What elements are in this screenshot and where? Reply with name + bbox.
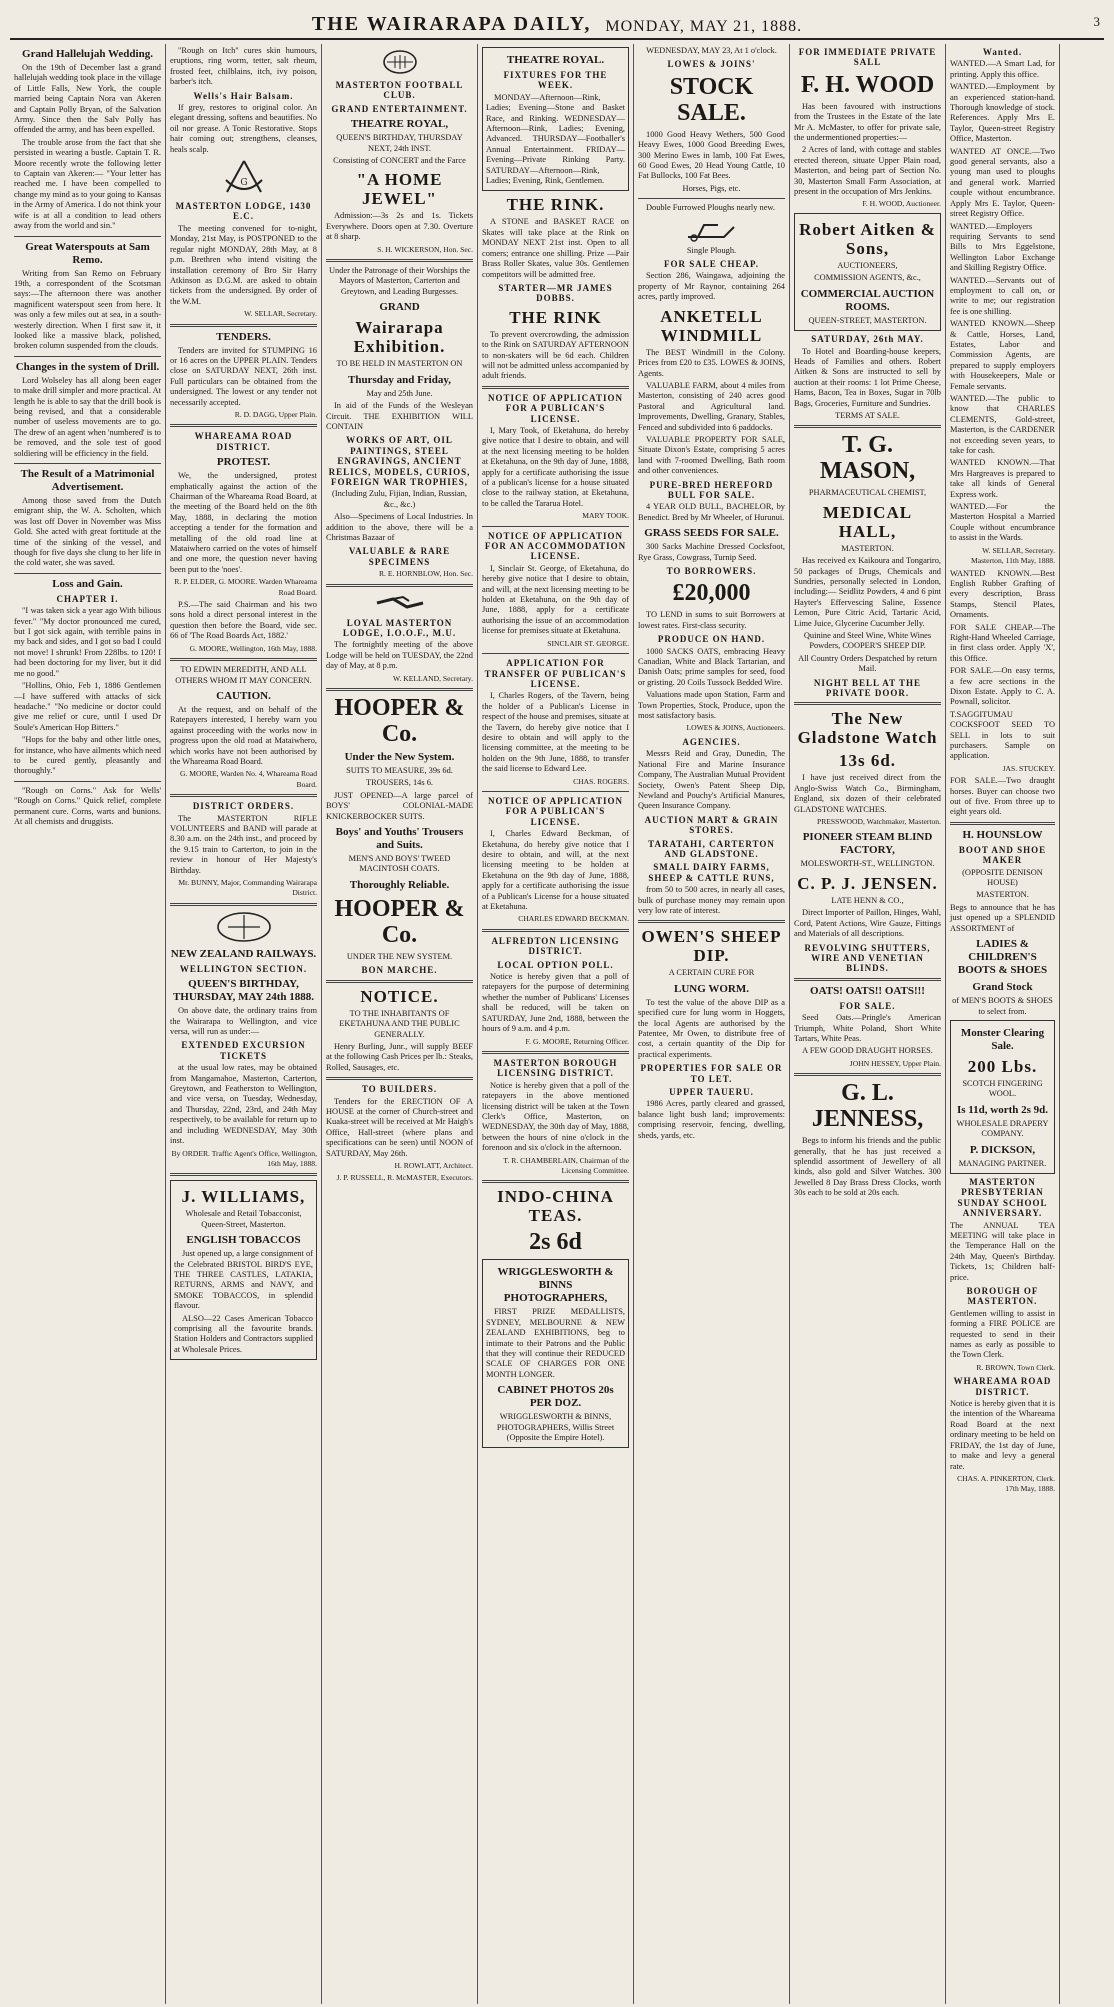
ad-text: Double Furrowed Ploughs nearly new. xyxy=(646,203,776,213)
ad-text: QUEEN'S BIRTHDAY, THURSDAY NEXT, 24th INST. xyxy=(336,133,463,153)
ad-heading: H. HOUNSLOW xyxy=(962,828,1043,841)
ad-heading: Boys' and Youths' Trousers and Suits. xyxy=(335,826,464,852)
ad-heading: Robert Aitken & Sons, xyxy=(799,219,936,258)
ad-text: To test the value of the above DIP as a specified cure for lung worm in Hoggets, the local Agents are authorised by the Patentee, Mr Owen, to distribute free of cost, a certain quantity of the Dip for practical experiments. xyxy=(638,997,785,1059)
ad-heading: NIGHT BELL AT THE PRIVATE DOOR. xyxy=(813,677,922,699)
ad-text: TO LEND in sums to suit Borrowers at lowest rates. First-class security. xyxy=(638,610,785,630)
ad-heading: HOOPER & Co. xyxy=(334,895,465,948)
ad-text: Consisting of CONCERT and the Farce xyxy=(333,156,466,166)
ad-heading: NEW ZEALAND RAILWAYS. xyxy=(170,947,317,960)
column-2 xyxy=(166,44,322,2004)
tobacco-ad xyxy=(170,1180,317,1360)
ad-text: At the request, and on behalf of the Ratepayers interested, I hereby warn you against proceeding with the works now in progress upon the old road at Mataiwhero, which works have not been authorised by the Whareama Road Board. xyxy=(170,704,317,766)
ad-heading: WORKS OF ART, OIL PAINTINGS, STEEL ENGRAVINGS, ANCIENT RELICS, MODELS, CURIOS, FOREIGN WAR TROPHIES, xyxy=(328,435,471,487)
classified-ad: WANTED.—For the Masterton Hospital a Married Couple without encumbrance to assist in the Wards. xyxy=(950,502,1055,543)
classified-ad: FOR SALE CHEAP.—The Right-Hand Wheeled Carriage, in first class order. Apply 'X', this Office. xyxy=(950,622,1055,663)
ad-text: The ANNUAL TEA MEETING will take place in the Temperance Hall on the 24th May, Queen's Birthday. Tickets, 1s; Children half-price. xyxy=(950,1220,1055,1282)
classified-ad: WANTED KNOWN.—Best English Rubber Grafting of every description, Brass Stamps, Stencil Plates, Ornaments. xyxy=(950,568,1055,620)
ad-heading: WELLINGTON SECTION. xyxy=(179,963,308,974)
notice-text: I, Mary Took, of Eketahuna, do hereby give notice that I desire to obtain, and will at the next licensing meeting to be holden at Eketahuna, on the 9th day of June, 1888, apply for a certificate authorising the issue of a publican's license for a house situated close to the railway station, at Eketahuna, to be called the Tararua Hotel. xyxy=(482,425,629,508)
ad-heading: Under the New System. xyxy=(344,751,455,764)
ad-text: TROUSERS, 14s 6. xyxy=(365,778,433,788)
ad-text: Messrs Reid and Gray, Dunedin, The National Fire and Marine Insurance Company, The Australian Mutual Provident Society, Owen's Patent Sheep Dip, Newland and Pouchy's Artificial Manures, Queen Insurance Company. xyxy=(638,749,785,811)
column-6 xyxy=(790,44,946,2004)
notice-text: I, Charles Edward Beckman, of Eketahuna, do hereby give notice that I desire to obtain, and will, at the next licensing meeting to be holden at Eketahuna on the 9th day of June, 1888, apply for a certificate authorising the issue of a Publican's License for a house situated at Eketahuna. xyxy=(482,829,629,912)
classified-ad: WANTED.—Employment by an experienced station-hand. Thorough knowledge of stock. References. Apply Mrs E. Taylor, Queen-street Registry Office, Masterton. xyxy=(950,82,1055,144)
ad-text: Just opened up, a large consignment of the Celebrated BRISTOL BIRD'S EYE, THE THREE CASTLES, LATAKIA, RETURNS, ARMS and NAVY, and SMOKE TOBACCOS, in splendid flavour. xyxy=(174,1249,313,1311)
ad-heading: TARATAHI, CARTERTON AND GLADSTONE. xyxy=(648,838,775,859)
divider xyxy=(14,573,161,574)
signature: PRESSWOOD, Watchmaker, Masterton. xyxy=(816,817,941,827)
notice-heading: APPLICATION FOR TRANSFER OF PUBLICAN'S LICENSE. xyxy=(484,658,627,689)
ad-heading: TO BUILDERS. xyxy=(361,1084,438,1095)
ad-text: On above date, the ordinary trains from the Wairarapa to Wellington, and vice versa, will run as under:— xyxy=(170,1006,317,1037)
ad-heading: G. L. JENNESS, xyxy=(811,1080,924,1133)
ad-text: Valuations made upon Station, Farm and Town Properties, Stock, Produce, upon the most satisfactory basis. xyxy=(638,690,785,721)
ad-text: 1986 Acres, partly cleared and grassed, balance light bush land; improvements: comprising reservoir, fencing, dwelling, sheds, yards, etc. xyxy=(638,1099,785,1140)
aitken-ad xyxy=(794,213,941,331)
ad-text: Has been favoured with instructions from the Trustees in the Estate of the late Mr A. McMaster, to offer for private sale, the undermentioned properties:— xyxy=(794,101,941,143)
ad-text: Single Plough. xyxy=(686,245,737,255)
ad-heading: C. P. J. JENSEN. xyxy=(797,873,938,893)
ad-text: The BEST Windmill in the Colony. Prices from £20 to £35. LOWES & JOINS, Agents. xyxy=(638,347,785,378)
signature: CHAS. A. PINKERTON, Clerk. 17th May, 1888. xyxy=(957,1473,1055,1494)
ad-heading: UPPER TAUERU. xyxy=(669,1087,754,1098)
ad-heading: DISTRICT ORDERS. xyxy=(192,801,295,812)
handshake-emblem-icon xyxy=(326,591,473,615)
divider xyxy=(170,424,317,427)
ad-heading: F. H. WOOD xyxy=(800,71,935,98)
notice-heading: ALFREDTON LICENSING DISTRICT. xyxy=(491,935,620,957)
article-text: "I was taken sick a year ago With bilious fever." "My doctor pronounced me cured, but I got sick again, with terrible pains in my back and sides, and I got so bad I could not move! I shrunk! From 228lbs. to 120! I had been doctoring for my liver, but it did me no good." xyxy=(14,606,161,678)
ad-text: WHOLESALE DRAPERY COMPANY. xyxy=(956,1118,1049,1139)
ad-heading: P. DICKSON, xyxy=(969,1143,1036,1156)
signature: Mr. BUNNY, Major, Commanding Wairarapa District. xyxy=(178,878,317,898)
section-heading: Wanted. xyxy=(982,47,1023,57)
ad-text: Tenders are invited for STUMPING 16 or 16 acres on the UPPER PLAIN. Tenders close on SATURDAY NEXT, 26th inst. Full particulars can be obtained from the undersigned. The lowest or any tender not necessarily accepted. xyxy=(170,345,317,407)
ad-heading: GRASS SEEDS FOR SALE. xyxy=(644,527,779,540)
divider xyxy=(482,386,629,389)
divider xyxy=(482,653,629,654)
ad-text: Wholesale and Retail Tobacconist, Queen-Street, Masterton. xyxy=(185,1209,302,1229)
ad-text: To prevent overcrowding, the admission to the Rink on SATURDAY AFTERNOON to non-skaters will be 6d each. Children will not be admitted unless accompanied by adult friends. xyxy=(482,329,629,381)
divider xyxy=(326,259,473,262)
ad-text: MEN'S AND BOYS' TWEED MACINTOSH COATS. xyxy=(348,854,451,874)
divider xyxy=(170,324,317,327)
divider xyxy=(638,920,785,923)
masthead-title: THE WAIRARAPA DAILY, xyxy=(311,13,592,35)
ad-text: Seed Oats.—Pringle's American Triumph, White Poland, Short White Tartars, White Peas. xyxy=(794,1013,941,1043)
ad-text: In aid of the Funds of the Wesleyan Circuit. THE EXHIBITION WILL CONTAIN xyxy=(326,401,473,431)
column-1 xyxy=(10,44,166,2004)
ad-heading: STARTER—MR JAMES DOBBS. xyxy=(498,282,613,304)
notice-text: Notice is hereby given that a poll of the ratepayers in the above mentioned licensing district will be taken at the Town Clerk's Office, Masterton, on WEDNESDAY, the 30th day of May, 1888, between the hours of nine o'clock in the forenoon and six o'clock in the afternoon. xyxy=(482,1080,629,1153)
ad-text: MOLESWORTH-ST., WELLINGTON. xyxy=(800,859,935,869)
ad-text: TO BE HELD IN MASTERTON ON xyxy=(336,359,463,369)
ad-text: Horses, Pigs, etc. xyxy=(682,183,741,193)
article-text: Among those saved from the Dutch emigrant ship, the W. A. Scholten, which was lost off Dover in November was Miss Gold. She acted with great fortitude at the time of the sinking of the vessel, and though for five days she clung to her life in the cold water, she was saved. xyxy=(14,496,161,568)
signature: F. G. MOORE, Returning Officer. xyxy=(525,1036,629,1046)
svg-text:G: G xyxy=(239,178,248,189)
ad-text: LATE HENN & CO., xyxy=(831,895,904,905)
divider xyxy=(794,425,941,428)
loan-amount: £20,000 xyxy=(672,580,751,607)
ad-text: Henry Burling, Junr., will supply BEEF at the following Cash Prices per lb.: Steaks, Rolled, Sausages, etc. xyxy=(326,1041,473,1072)
column-3 xyxy=(322,44,478,2004)
ad-heading: MASTERTON LODGE, 1430 E.C. xyxy=(175,201,312,222)
ad-heading: REVOLVING SHUTTERS, WIRE AND VENETIAN BLINDS. xyxy=(804,942,931,974)
notice-heading: NOTICE OF APPLICATION FOR AN ACCOMMODATION LICENSE. xyxy=(484,530,627,562)
signature: LOWES & JOINS, Auctioneers. xyxy=(686,723,785,733)
ad-text: Admission:—3s 2s and 1s. Tickets Everywhere. Doors open at 7.30. Overture at 8 sharp. xyxy=(326,211,473,242)
page-number: 3 xyxy=(1093,14,1100,29)
ad-heading: COMMERCIAL AUCTION ROOMS. xyxy=(800,287,935,313)
ad-heading: LOYAL MASTERTON LODGE, I.O.O.F., M.U. xyxy=(342,617,457,638)
ad-text: Tenders for the ERECTION OF A HOUSE at the corner of Church-street and Kuaka-street will be received at Mr Haigh's Office, Hall-street (where plans and specifications can be seen) until NOON of SATURDAY, May 26th. xyxy=(326,1096,473,1158)
classified-ad: WANTED.—Employers requiring Servants to send Bills to Mrs Eggelstone, Wellington Labor Exchange and Skilling Registry Office. xyxy=(950,221,1055,273)
clearing-sale-ad xyxy=(950,1020,1055,1174)
article-heading: Great Waterspouts at Sam Remo. xyxy=(25,240,150,266)
divider xyxy=(14,356,161,357)
ad-heading: PROTEST. xyxy=(216,456,271,469)
ad-text: WEDNESDAY, MAY 23, At 1 o'clock. xyxy=(646,46,777,55)
signature: W. KELLAND, Secretary. xyxy=(393,673,473,683)
ad-heading: SATURDAY, 26th MAY. xyxy=(811,334,924,345)
notice-heading: LOCAL OPTION POLL. xyxy=(497,959,614,970)
plough-icon xyxy=(638,217,785,243)
divider xyxy=(638,198,785,199)
price-label: 2s 6d xyxy=(529,1229,582,1256)
signature: G. MOORE, Wellington, 16th May, 1888. xyxy=(189,643,317,653)
ad-heading: LOWES & JOINS' xyxy=(667,59,756,70)
ad-heading: Wells's Hair Balsam. xyxy=(193,90,294,101)
ad-heading: BON MARCHE. xyxy=(361,965,438,976)
ad-heading: CABINET PHOTOS 20s PER DOZ. xyxy=(497,1384,614,1410)
divider xyxy=(482,1051,629,1054)
divider xyxy=(794,1073,941,1076)
article-heading: Changes in the system of Drill. xyxy=(15,360,160,373)
ad-text: SUITS TO MEASURE, 39s 6d. xyxy=(346,766,453,776)
divider xyxy=(14,236,161,237)
signature: SINCLAIR ST. GEORGE. xyxy=(547,638,629,648)
article-text: On the 19th of December last a grand hallelujah wedding took place in the village of Little Falls, New York, the couple married being Captain Nora van Akeren and Captain Polly Bryan, of the Salvation Army. Since then the Salv Polly has offended the army, and has been expelled. xyxy=(14,63,161,135)
ad-heading: BOROUGH OF MASTERTON. xyxy=(966,1286,1039,1307)
ad-heading: THE RINK. xyxy=(506,195,605,215)
ad-heading: MASTERTON PRESBYTERIAN SUNDAY SCHOOL ANNIVERSARY. xyxy=(957,1176,1048,1219)
ad-heading: 200 Lbs. xyxy=(967,1056,1038,1076)
ad-text: VALUABLE FARM, about 4 miles from Masterton, consisting of 240 acres good Pastoral and Agricultural land. Improvements, Dwelling, Granary, Stables, Fenced and subdivided into 6 paddocks. xyxy=(638,380,785,432)
signature: F. H. WOOD, Auctioneer. xyxy=(862,199,941,209)
ad-heading: WRIGGLESWORTH & BINNS PHOTOGRAPHERS, xyxy=(497,1266,614,1305)
divider xyxy=(794,702,941,705)
ad-heading: OATS! OATS!! OATS!!! xyxy=(810,984,925,997)
classified-ad: WANTED.—The public to know that CHARLES CLEMENTS, Gold-street, Masterton, is the CARDENER not exceeding seven years, to take for cash. xyxy=(950,394,1055,456)
divider xyxy=(326,584,473,587)
ad-heading: SMALL DAIRY FARMS, SHEEP & CATTLE RUNS, xyxy=(648,862,775,883)
classified-ad: WANTED.—A Smart Lad, for printing. Apply this office. xyxy=(950,59,1055,79)
ad-heading: Thoroughly Reliable. xyxy=(349,878,450,891)
ad-text: A CERTAIN CURE FOR xyxy=(668,968,755,978)
ad-text: 1000 Good Heavy Wethers, 500 Good Heavy Ewes, 1000 Good Breeding Ewes, 300 Merino Ewes in lamb, 100 Fat Ewes, 60 Good Ewes, 20 Head Young Cattle, 10 Fat Bullocks, 100 Fat Bees. xyxy=(638,129,785,181)
ad-heading: PROPERTIES FOR SALE OR TO LET. xyxy=(640,1063,783,1084)
ad-text: MASTERTON. xyxy=(976,890,1029,900)
divider xyxy=(14,463,161,464)
ad-heading: CAUTION. xyxy=(216,689,271,702)
photographer-ad xyxy=(482,1259,629,1448)
ad-heading: Wairarapa Exhibition. xyxy=(353,318,446,357)
signature: By ORDER. Traffic Agent's Office, Wellington, 16th May, 1888. xyxy=(171,1148,317,1168)
article-text: Lord Wolseley has all along been eager to make drill simpler and more practical. At length he is able to say that the drill book is being revised, and that a considerable number of useless movements are to go. The drew of an agent when 'numbered' is to be removed, and the sole test of good soldiering will be efficiency in the field. xyxy=(14,375,161,458)
divider xyxy=(170,903,317,906)
ad-heading: GRAND xyxy=(379,301,420,314)
ad-text: ALSO—22 Cases American Tobacco comprising all the favourite brands. Station Holders and Contractors supplied at Wholesale Prices. xyxy=(174,1313,313,1354)
ad-text: Begs to announce that he has just opened up a SPLENDID ASSORTMENT of xyxy=(950,902,1055,933)
ad-heading: FOR IMMEDIATE PRIVATE SALL xyxy=(798,47,937,68)
signature: MARY TOOK. xyxy=(582,511,629,521)
article-text: Writing from San Remo on February 19th, a correspondent of the Scotsman says:—The afternoon there was another magnificent waterspout seen from here. It was only a few miles out at sea, in a south-westerly direction. When I first saw it, it looked like a massive black, polished, broken column suspended from the clouds. xyxy=(14,268,161,351)
signature: W. SELLAR, Secretary. xyxy=(244,309,317,319)
ad-text: Notice is hereby given that it is the intention of the Whareama Road Board at the next ordinary meeting to be held on FRIDAY, the 1st day of June, to make and levy a general rate. xyxy=(950,1399,1055,1471)
ad-text: 300 Sacks Machine Dressed Cocksfoot, Rye Grass, Cowgrass, Turnip Seed. xyxy=(638,542,785,562)
ad-text: Also—Specimens of Local Industries. In addition to the above, there will be a Christmas Bazaar of xyxy=(326,512,473,542)
ad-heading: THEATRE ROYAL. xyxy=(506,54,605,66)
ad-heading: VALUABLE & RARE SPECIMENS xyxy=(348,546,451,567)
ad-heading: Monster Clearing Sale. xyxy=(960,1026,1045,1052)
ad-text: The fortnightly meeting of the above Lodge will be held on TUESDAY, the 22nd day of May, at 8 p.m. xyxy=(326,640,473,671)
ad-text: WRIGGLESWORTH & BINNS, PHOTOGRAPHERS, Willis Street (Opposite the Empire Hotel). xyxy=(496,1412,615,1443)
ad-text: MASTERTON. xyxy=(841,543,894,553)
ad-heading: LUNG WORM. xyxy=(674,982,749,995)
ad-text: A STONE and BASKET RACE on Skates will take place at the Rink on MONDAY NEXT 21st inst. Open to all comers; entrance one shilling. Prize —Pair Brass Roller Skates, value 30s. Gentlemen competitors will be admitted free. xyxy=(482,217,629,279)
ad-heading: TO BORROWERS. xyxy=(666,566,757,576)
columns xyxy=(10,44,1104,2004)
ad-heading: Thursday and Friday, xyxy=(347,373,451,386)
ad-text: We, the undersigned, protest emphatically against the action of the Chairman of the Whareama Road Board, at the meeting of the Board held on the 8th May, 1888, in declaring the motion accepting a tender for the formation and metalling of the old road line at Mataiwhero carried on the votes of himself and one more, the question never having been put to the 'noes'. xyxy=(170,471,317,574)
classified-ad: T.SAGGITUMAU COCKSFOOT SEED TO SELL in lots to suit purchasers. Sample on application. xyxy=(950,709,1055,761)
ad-heading: ENGLISH TOBACCOS xyxy=(186,1234,301,1247)
ad-heading: The New Gladstone Watch xyxy=(797,709,938,748)
divider xyxy=(14,781,161,782)
railway-crest-icon xyxy=(170,910,317,944)
ad-heading: PIONEER STEAM BLIND FACTORY, xyxy=(802,831,933,857)
theatre-ad xyxy=(482,47,629,191)
ad-text: If grey, restores to original color. An elegant dressing, softens and beautifies. No oil nor grease. A Tonic Restorative. Stops hair coming out; strengthens, cleanses, heals scalp. xyxy=(170,103,317,154)
divider xyxy=(326,688,473,691)
masthead-date: MONDAY, MAY 21, 1888. xyxy=(605,18,803,35)
football-crest-icon xyxy=(326,47,473,77)
classified-ad: WANTED KNOWN.—That Mrs Hargreaves is prepared to take all kinds of General Express work. xyxy=(950,458,1055,499)
ad-text: 1000 SACKS OATS, embracing Heavy Canadian, White and Black Tartarian, and Danish Oats; prime samples for seed, food or gristing. 20 Coils Tussock Bedded Wire. xyxy=(638,646,785,687)
column-4 xyxy=(478,44,634,2004)
ad-text: (OPPOSITE DENISON HOUSE) xyxy=(962,867,1043,888)
ad-heading: ANKETELL WINDMILL xyxy=(660,306,763,345)
notice-heading: NOTICE OF APPLICATION FOR A PUBLICAN'S LICENSE. xyxy=(487,392,623,424)
signature: JAS. STUCKEY. xyxy=(1002,763,1055,773)
classified-ad: WANTED AT ONCE.—Two good general servants, also a young man used to ploughs and general work. Married couple without encumbrance. Apply Mrs E. Taylor, Queen-street Registry Office. xyxy=(950,146,1055,219)
ad-heading: AUCTION MART & GRAIN STORES. xyxy=(644,814,779,836)
column-5 xyxy=(634,44,790,2004)
ad-text: The MASTERTON RIFLE VOLUNTEERS and BAND will parade at 8.30 a.m. on the 24th inst., and proceed by the 9.15 train to Carterton, to join in the review in honour of Her Majesty's Birthday. xyxy=(170,813,317,875)
ad-text: 2 Acres of land, with cottage and stables erected thereon, situate Upper Plain road, Masterton, and being part of Section No. 30, Masterton Small Farm Association, at present in the occupation of Mrs Jenkins. xyxy=(794,145,941,197)
divider xyxy=(482,929,629,932)
signature: R. D. DAGG, Upper Plain. xyxy=(234,409,317,419)
ad-text: of MEN'S BOOTS & SHOES to select from. xyxy=(952,996,1053,1016)
price-label: 13s 6d. xyxy=(838,751,897,771)
ad-text: May and 25th June. xyxy=(366,388,433,398)
article-text: "Rough on Corns." Ask for Wells' "Rough on Corns." Quick relief, complete permanent cure. Corns, warts and bunions. At all chemists and druggists. xyxy=(14,785,161,826)
article-text: "Hollins, Ohio, Feb 1, 1886 Gentlemen —I have suffered with attacks of sick headache." "No medicine or doctor could give me relief or cure, until I used Dr Soule's American Hop Bitters." xyxy=(14,681,161,732)
ad-text: at the usual low rates, may be obtained from Mangamahoe, Masterton, Carterton, Greytown, and Featherston to Wellington, and vice versa, on Tuesday, Wednesday, and Thursday, 22nd, 23rd, and 24th May respectively, to be available for return up to and including WEDNESDAY, May 30th inst. xyxy=(170,1063,317,1146)
ad-heading: FOR SALE. xyxy=(839,1000,896,1011)
ad-heading: STOCK SALE. xyxy=(669,73,754,126)
ad-text: The meeting convened for to-night, Monday, 21st May, is POSTPONED to the regular night MONDAY, 28th May, at 8 p.m. Brethren who intend visiting the installation ceremony of Bro Sir Harry Atkinson as D.G.M. are asked to obtain tickets from the undersigned. By order of the W.M. xyxy=(170,223,317,306)
ad-heading: MEDICAL HALL, xyxy=(822,502,913,541)
notice-heading: MASTERTON BOROUGH LICENSING DISTRICT. xyxy=(493,1057,618,1079)
masonic-emblem-icon xyxy=(170,158,317,198)
ad-text: I have just received direct from the Anglo-Swiss Watch Co., Birmingham, England, six dozen of their celebrated GLADSTONE WATCHES. xyxy=(794,773,941,814)
article-heading: Loss and Gain. xyxy=(52,577,123,590)
ad-text: Has received ex Kaikoura and Tongariro, 50 packages of Drugs, Chemicals and Sundries, personally selected in London, including:— Seidlitz Powders, 4 and 6 pint Hayter's Effervescing Saline, Essence Lemon, Pure Citric Acid, Tartaric Acid, Lime Juice, Glycerine Cucumber Jelly. xyxy=(794,556,941,628)
ad-heading: MASTERTON FOOTBALL CLUB. xyxy=(335,80,464,101)
ad-text: TO THE INHABITANTS OF EKETAHUNA AND THE PUBLIC GENERALLY. xyxy=(339,1008,460,1039)
signature: W. SELLAR, Secretary. Masterton, 11th May, 1888. xyxy=(970,545,1055,566)
notice-heading: NOTICE OF APPLICATION FOR A PUBLICAN'S LICENSE. xyxy=(487,795,623,827)
ad-text: MANAGING PARTNER. xyxy=(958,1158,1047,1168)
signature: R. P. ELDER, G. MOORE. Warden Whareama Road Board. xyxy=(174,577,317,597)
ad-text: "Rough on Itch" cures skin humours, eruptions, ring worm, tetter, salt rheum, frosted feet, chilblains, itch, ivy poison, barber's itch. xyxy=(170,46,317,87)
signature: S. H. WICKERSON, Hon. Sec. xyxy=(377,244,473,254)
chapter-heading: CHAPTER I. xyxy=(56,593,119,604)
signature: G. MOORE, Warden No. 4, Whareama Road Board. xyxy=(179,769,317,789)
ad-text: UNDER THE NEW SYSTEM. xyxy=(346,951,453,961)
notice-text: I, Charles Rogers, of the Tavern, being the holder of a Publican's License in respect of the house and premises, situate at the Tavern, do hereby give notice that I desire to obtain and will apply to the licensing committee, at the meeting to be holden on the 9th June, 1888, to transfer the said license to Edward Lee. xyxy=(482,691,629,774)
ad-heading: THE RINK xyxy=(509,307,602,327)
signature: R. BROWN, Town Clerk. xyxy=(976,1362,1055,1372)
ad-text: 4 YEAR OLD BULL, BACHELOR, by Benedict. Bred by Mr Wheeler, of Hurunui. xyxy=(638,502,785,522)
ad-text: Quinine and Steel Wine, White Wines Powders, COOPER'S SHEEP DIP. xyxy=(803,631,932,651)
ad-text: Section 286, Waingawa, adjoining the property of Mr Raynor, containing 264 acres, partly improved. xyxy=(638,271,785,302)
ad-heading: PURE-BRED HEREFORD BULL FOR SALE. xyxy=(649,479,774,500)
classified-ad: WANTED KNOWN.—Sheep & Cattle, Horses, Land, Estates, Labor and Commission Agents, are prepared to supply employers with Housekeepers, Male or Female servants. xyxy=(950,319,1055,391)
ad-heading: PRODUCE ON HAND. xyxy=(657,634,766,645)
ad-heading: WHAREAMA ROAD DISTRICT. xyxy=(953,1376,1052,1397)
ad-heading: J. WILLIAMS, xyxy=(181,1187,306,1207)
ad-text: TO EDWIN MEREDITH, AND ALL OTHERS WHOM IT MAY CONCERN. xyxy=(175,665,312,685)
ad-heading: AGENCIES. xyxy=(682,736,741,747)
notice-text: I, Sinclair St. George, of Eketahuna, do hereby give notice that I desire to obtain, and will, at the next licensing meeting to be holden at Eketahuna, on the 9th day of June, 1888, apply for a certificate authorising the issue of an accommodation license for premises situate at Eketahuna. xyxy=(482,563,629,636)
ad-text: SCOTCH FINGERING WOOL. xyxy=(962,1078,1043,1099)
ad-text: from 50 to 500 acres, in nearly all cases, bulk of purchase money may remain upon very low rate of interest. xyxy=(638,885,785,915)
ad-text: QUEEN-STREET, MASTERTON. xyxy=(808,315,927,325)
ad-heading: FIXTURES FOR THE WEEK. xyxy=(503,70,608,91)
ad-text: All Country Orders Despatched by return Mail. xyxy=(798,653,937,674)
signature: CHAS. ROGERS. xyxy=(573,776,629,786)
ad-heading: FOR SALE CHEAP. xyxy=(664,259,759,270)
ad-text: Direct Importer of Paillon, Hinges, Wahl, Cord, Patent Actions, Wire Gauze, Fittings and Materials of all descriptions. xyxy=(794,908,941,939)
signature: R. E. HORNBLOW, Hon. Sec. xyxy=(378,569,473,579)
article-text: "Hops for the baby and other little ones, for instance, who have ailments which need to be cured gently, pleasantly and thoroughly." xyxy=(14,735,161,776)
ad-text: To Hotel and Boarding-house keepers, Heads of Families and others. Robert Aitken & Sons are instructed to sell by auction at their rooms: 1 lot Prime Cheese, Hams, Bacon, Tea in Boxes, Sugar in 70lb Bags, Groceries, Furniture and Sundries. xyxy=(794,346,941,408)
ad-heading: "A HOME JEWEL" xyxy=(356,170,443,209)
divider xyxy=(170,794,317,797)
divider xyxy=(170,658,317,661)
ad-heading: EXTENDED EXCURSION TICKETS xyxy=(181,1040,306,1061)
ad-heading: WHAREAMA ROAD DISTRICT. xyxy=(194,431,293,452)
divider xyxy=(482,526,629,527)
ad-text: Under the Patronage of their Worships the Mayors of Masterton, Carterton and Greytown, and Leading Burgesses. xyxy=(328,266,471,296)
divider xyxy=(950,822,1055,825)
signature: J. P. RUSSELL, R. McMASTER, Executors. xyxy=(336,1173,473,1183)
notice-text: Notice is hereby given that a poll of ratepayers for the purpose of determining whether the number of Publicans' Licenses shall be reduced, will be taken on SATURDAY, June 2nd, 1888, between the hours of 9 a.m. and 4 p.m. xyxy=(482,972,629,1034)
ad-heading: BOOT AND SHOE MAKER xyxy=(958,844,1047,866)
ad-heading: HOOPER & Co. xyxy=(334,695,465,748)
ad-text: A FEW GOOD DRAUGHT HORSES. xyxy=(802,1046,933,1056)
ad-heading: Grand Stock xyxy=(972,981,1033,994)
ad-heading: T. G. MASON, xyxy=(819,432,916,485)
ad-heading: GRAND ENTERTAINMENT. xyxy=(331,103,468,114)
ad-text: P.S.—The said Chairman and his two sons hold a direct personal interest in the question then before the Board, vide sec. 66 of 'The Road Boards Act, 1882.' xyxy=(170,600,317,641)
ad-text: VALUABLE PROPERTY FOR SALE, Situate Dixon's Estate, comprising 5 acres land with 7-roomed Dwelling, Bath room and other conveniences. xyxy=(638,434,785,476)
divider xyxy=(794,978,941,981)
ad-text: Gentlemen willing to assist in forming a FIRE POLICE are requested to send in their names as early as possible to the Town Clerk. xyxy=(950,1308,1055,1360)
ad-text: FIRST PRIZE MEDALLISTS, SYDNEY, MELBOURNE & NEW ZEALAND EXHIBITIONS, beg to intimate to their Patrons and the Public that they will continue their REDUCED SCALE OF CHARGES FOR ONE MONTH LONGER. xyxy=(486,1307,625,1379)
ad-text: MONDAY—Afternoon—Rink, Ladies; Evening—Stone and Basket Race, and Rinking. WEDNESDAY—Afternoon—Rink, Ladies; Evening, Advanced. THURSDAY—Footballer's Annual Entertainment. FRIDAY—Evening—Private Rinking Party. SATURDAY—Afternoon—Rink, Ladies; Evening, Rink, Gentlemen. xyxy=(486,92,625,186)
ad-heading: Is 11d, worth 2s 9d. xyxy=(956,1103,1049,1116)
ad-text: AUCTIONEERS, xyxy=(837,260,898,270)
ad-text: Begs to inform his friends and the public generally, that he has just received a splendid assortment of Jewellery of all kinds, also gold and Silver Watches. 300 Jewelled 8 Day Brass Dress Clocks, worth 30s each to be sold at 20s each. xyxy=(794,1136,941,1198)
classified-ad: FOR SALE.—Two draught horses. Buyer can choose two out of five. From three up to eight years old. xyxy=(950,776,1055,817)
article-text: The trouble arose from the fact that she persisted in wearing a bustle. Captain T. R. Moore recently wrote the following letter to Captain van Akeren:— "Your letter has reached me. I have been compelled to change my mind as to your going to Kansas in the Army of America. I do not think your wife is at all a condition to lead others away from the world and sin." xyxy=(14,137,162,231)
divider xyxy=(482,791,629,792)
signature: H. ROWLATT, Architect. xyxy=(394,1160,473,1170)
signature: T. R. CHAMBERLAIN, Chairman of the Licensing Committee. xyxy=(503,1155,629,1175)
ad-text: COMMISSION AGENTS, &c., xyxy=(814,273,921,283)
ad-text: TERMS AT SALE. xyxy=(835,410,900,420)
divider xyxy=(326,1077,473,1080)
signature: JOHN HESSEY, Upper Plain. xyxy=(849,1058,941,1068)
divider xyxy=(482,1180,629,1183)
column-7 xyxy=(946,44,1060,2004)
ad-heading: THEATRE ROYAL, xyxy=(350,118,449,131)
ad-heading: TENDERS. xyxy=(216,330,271,343)
ad-heading: OWEN'S SHEEP DIP. xyxy=(641,927,782,966)
signature: CHARLES EDWARD BECKMAN. xyxy=(518,914,629,924)
ad-text: PHARMACEUTICAL CHEMIST, xyxy=(808,488,927,498)
classified-ad: WANTED.—Servants out of employment to call on, or write to me; our registration fee is one shilling. xyxy=(950,275,1055,316)
ad-text: (Including Zulu, Fijian, Indian, Russian, &c., &c.) xyxy=(332,489,467,509)
ad-heading: QUEEN'S BIRTHDAY, THURSDAY, MAY 24th 1888. xyxy=(172,978,315,1004)
article-heading: The Result of a Matrimonial Advertisement. xyxy=(20,468,155,493)
ad-heading: NOTICE. xyxy=(360,986,439,1006)
classified-ad: FOR SALE.—On easy terms, a few acre sections in the Dixon Estate. Apply to C. A. Pownall, solicitor. xyxy=(950,666,1055,707)
ad-text: JUST OPENED—A large parcel of BOYS' COLONIAL-MADE KNICKERBOCKER SUITS. xyxy=(326,790,473,821)
ad-heading: LADIES & CHILDREN'S BOOTS & SHOES xyxy=(957,938,1048,977)
article-heading: Grand Hallelujah Wedding. xyxy=(22,48,153,60)
masthead xyxy=(10,6,1104,40)
ad-heading: INDO-CHINA TEAS. xyxy=(497,1187,614,1226)
divider xyxy=(170,1173,317,1176)
divider xyxy=(326,980,473,983)
